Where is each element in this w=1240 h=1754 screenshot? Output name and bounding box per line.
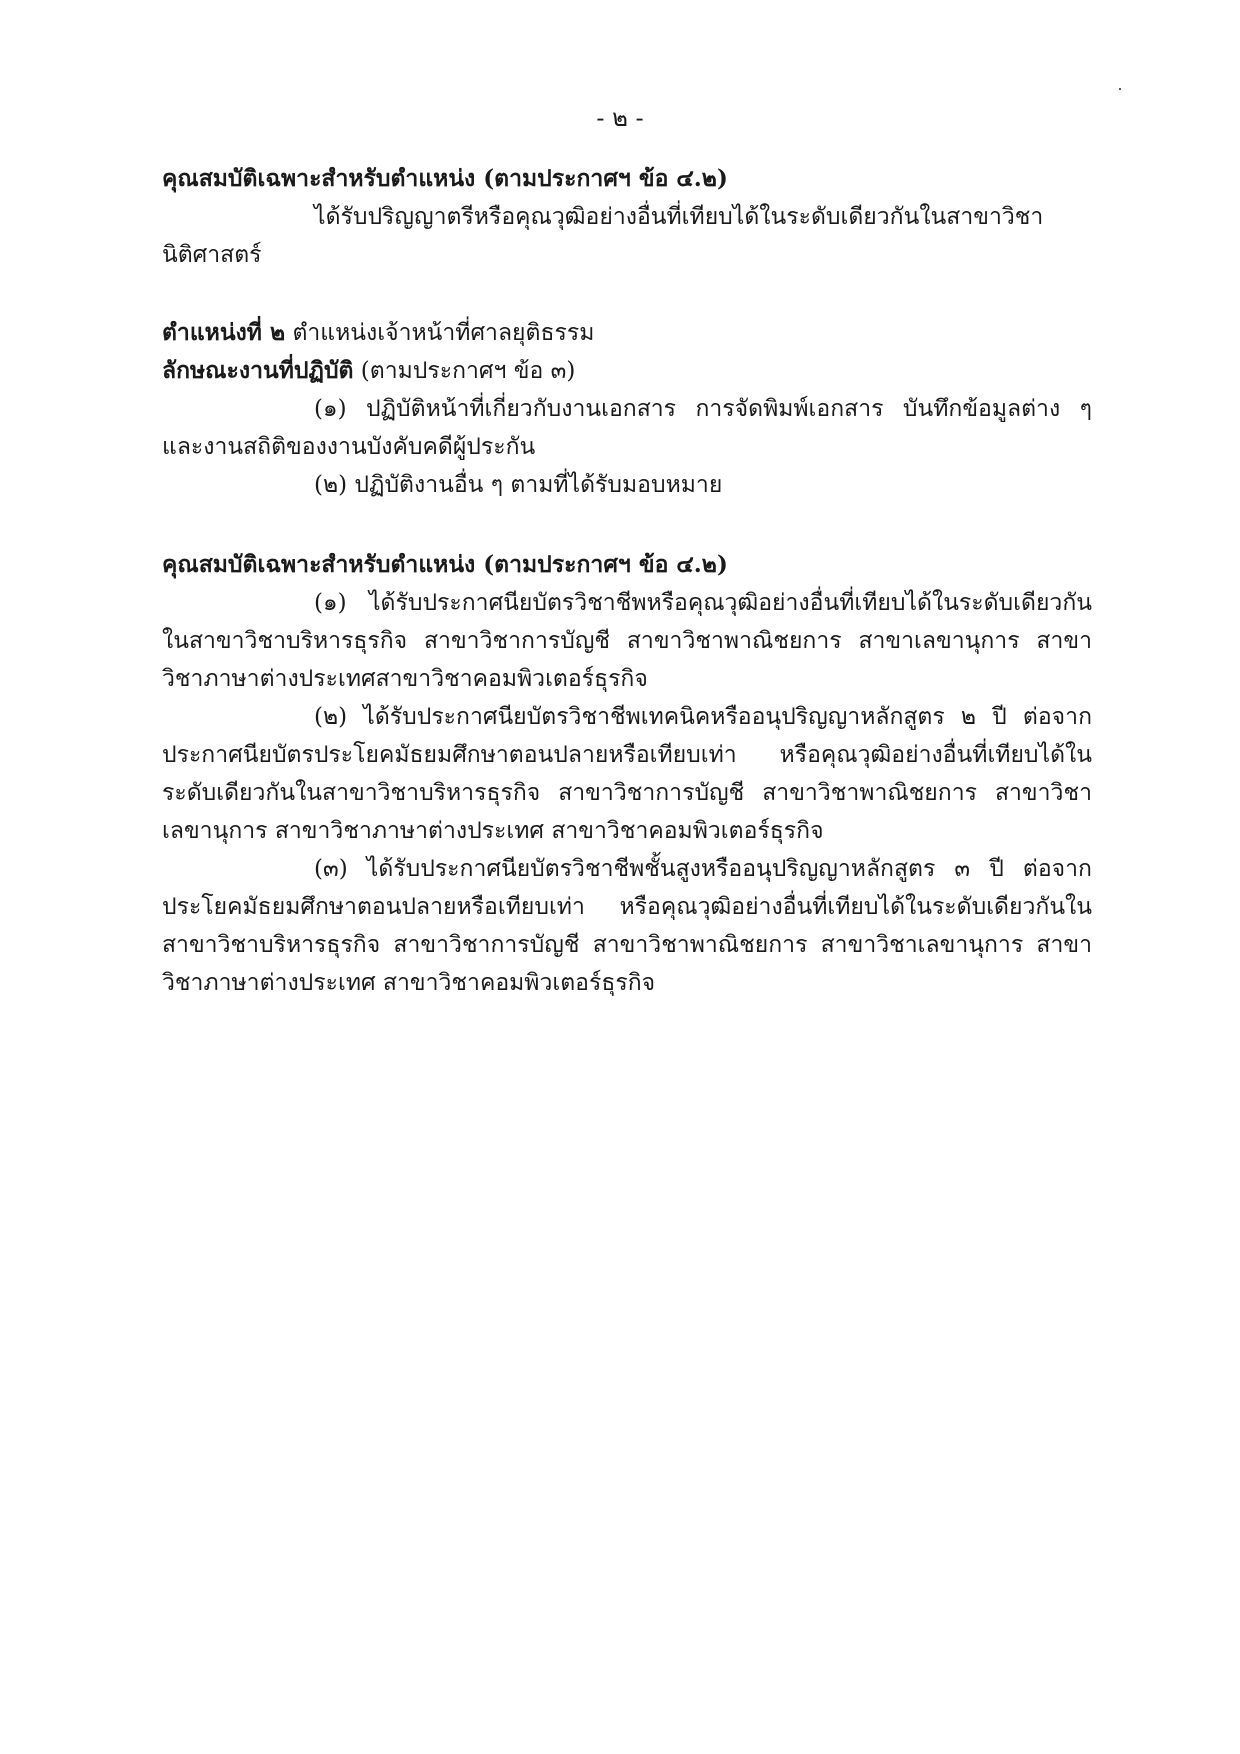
duty-item-1: (๑) ปฏิบัติหน้าที่เกี่ยวกับงานเอกสาร การจัดพิมพ์เอกสาร บันทึกข้อมูลต่าง ๆ และงานสถิติของงานบังคับคดีผู้ประกัน xyxy=(162,396,1092,460)
position-line xyxy=(162,314,1092,352)
qualification-item-1: (๑) ได้รับประกาศนียบัตรวิชาชีพหรือคุณวุฒิอย่างอื่นที่เทียบได้ในระดับเดียวกันในสาขาวิชาบริหารธุรกิจ สาขาวิชาการบัญชี สาขาวิชาพาณิชยการ สาขาเลขานุการ สาขาวิชาภาษาต่างประเทศสาขาวิชาคอมพิวเตอร์ธุรกิจ xyxy=(162,590,1092,692)
duties-label: ลักษณะงานที่ปฏิบัติ xyxy=(162,357,354,384)
position-title: ตำแหน่งเจ้าหน้าที่ศาลยุติธรรม xyxy=(292,320,595,346)
spacer xyxy=(162,504,1092,546)
document-body xyxy=(162,160,1092,1002)
duties-line xyxy=(162,352,1092,390)
page-number: - ๒ - xyxy=(596,104,644,132)
qualification-item-3: (๓) ได้รับประกาศนียบัตรวิชาชีพชั้นสูงหรืออนุปริญญาหลักสูตร ๓ ปี ต่อจากประโยคมัธยมศึกษาตอนปลายหรือเทียบเท่า หรือคุณวุฒิอย่างอื่นที่เทียบได้ในระดับเดียวกันในสาขาวิชาบริหารธุรกิจ สาขาวิชาการบัญชี สาขาวิชาพาณิชยการ สาขาวิชาเลขานุการ สาขาวิชาภาษาต่างประเทศ สาขาวิชาคอมพิวเตอร์ธุรกิจ xyxy=(162,856,1092,996)
position-label: ตำแหน่งที่ ๒ xyxy=(162,319,286,346)
duty-item-2: (๒) ปฏิบัติงานอื่น ๆ ตามที่ได้รับมอบหมาย xyxy=(314,472,723,498)
qualification-text-1: ได้รับปริญญาตรีหรือคุณวุฒิอย่างอื่นที่เทียบได้ในระดับเดียวกันในสาขาวิชานิติศาสตร์ xyxy=(162,204,1044,268)
qualification-heading-2: คุณสมบัติเฉพาะสำหรับตำแหน่ง (ตามประกาศฯ ข้อ ๔.๒) xyxy=(162,551,728,578)
qualification-heading-1: คุณสมบัติเฉพาะสำหรับตำแหน่ง (ตามประกาศฯ ข้อ ๔.๒) xyxy=(162,165,728,192)
qualification-item-2: (๒) ได้รับประกาศนียบัตรวิชาชีพเทคนิคหรืออนุปริญญาหลักสูตร ๒ ปี ต่อจากประกาศนียบัตรประโยคมัธยมศึกษาตอนปลายหรือเทียบเท่า หรือคุณวุฒิอย่างอื่นที่เทียบได้ในระดับเดียวกันในสาขาวิชาบริหารธุรกิจ สาขาวิชาการบัญชี สาขาวิชาพาณิชยการ สาขาวิชาเลขานุการ สาขาวิชาภาษาต่างประเทศ สาขาวิชาคอมพิวเตอร์ธุรกิจ xyxy=(162,704,1092,844)
scan-speck xyxy=(1119,88,1121,90)
spacer xyxy=(162,274,1092,314)
duties-ref: (ตามประกาศฯ ข้อ ๓) xyxy=(360,358,576,384)
